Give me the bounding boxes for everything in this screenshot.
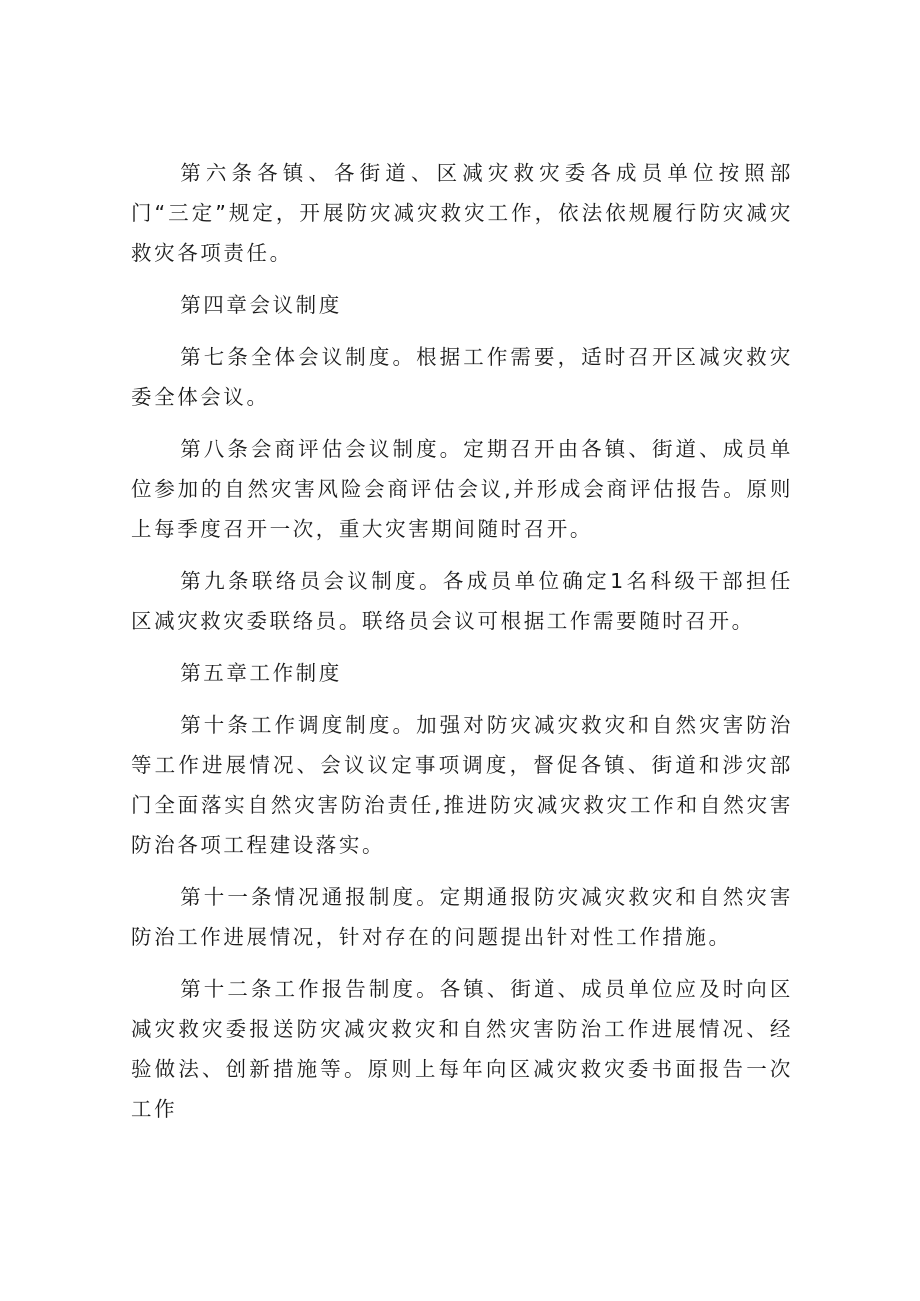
article-9: 第九条联络员会议制度。各成员单位确定1名科级干部担任区减灾救灾委联络员。联络员会议可根据工作需要随时召开。 xyxy=(131,569,793,633)
article-12: 第十二条工作报告制度。各镇、街道、成员单位应及时向区减灾救灾委报送防灾减灾救灾和自然灾害防治工作进展情况、经验做法、创新措施等。原则上每年向区减灾救灾委书面报告一次工作 xyxy=(131,977,793,1121)
article-7: 第七条全体会议制度。根据工作需要，适时召开区减灾救灾委全体会议。 xyxy=(131,345,793,409)
article-10: 第十条工作调度制度。加强对防灾减灾救灾和自然灾害防治等工作进展情况、会议议定事项调度，督促各镇、街道和涉灾部门全面落实自然灾害防治责任,推进防灾减灾救灾工作和自然灾害防治各项工程建设落实。 xyxy=(131,713,793,857)
article-8: 第八条会商评估会议制度。定期召开由各镇、街道、成员单位参加的自然灾害风险会商评估会议,并形成会商评估报告。原则上每季度召开一次，重大灾害期间随时召开。 xyxy=(131,437,793,541)
chapter-4-heading: 第四章会议制度 xyxy=(180,293,342,317)
document-body xyxy=(131,153,793,1141)
chapter-5-heading: 第五章工作制度 xyxy=(180,661,342,685)
article-11: 第十一条情况通报制度。定期通报防灾减灾救灾和自然灾害防治工作进展情况，针对存在的问题提出针对性工作措施。 xyxy=(131,885,793,949)
article-6: 第六条各镇、各街道、区减灾救灾委各成员单位按照部门“三定”规定，开展防灾减灾救灾工作，依法依规履行防灾减灾救灾各项责任。 xyxy=(131,161,793,265)
